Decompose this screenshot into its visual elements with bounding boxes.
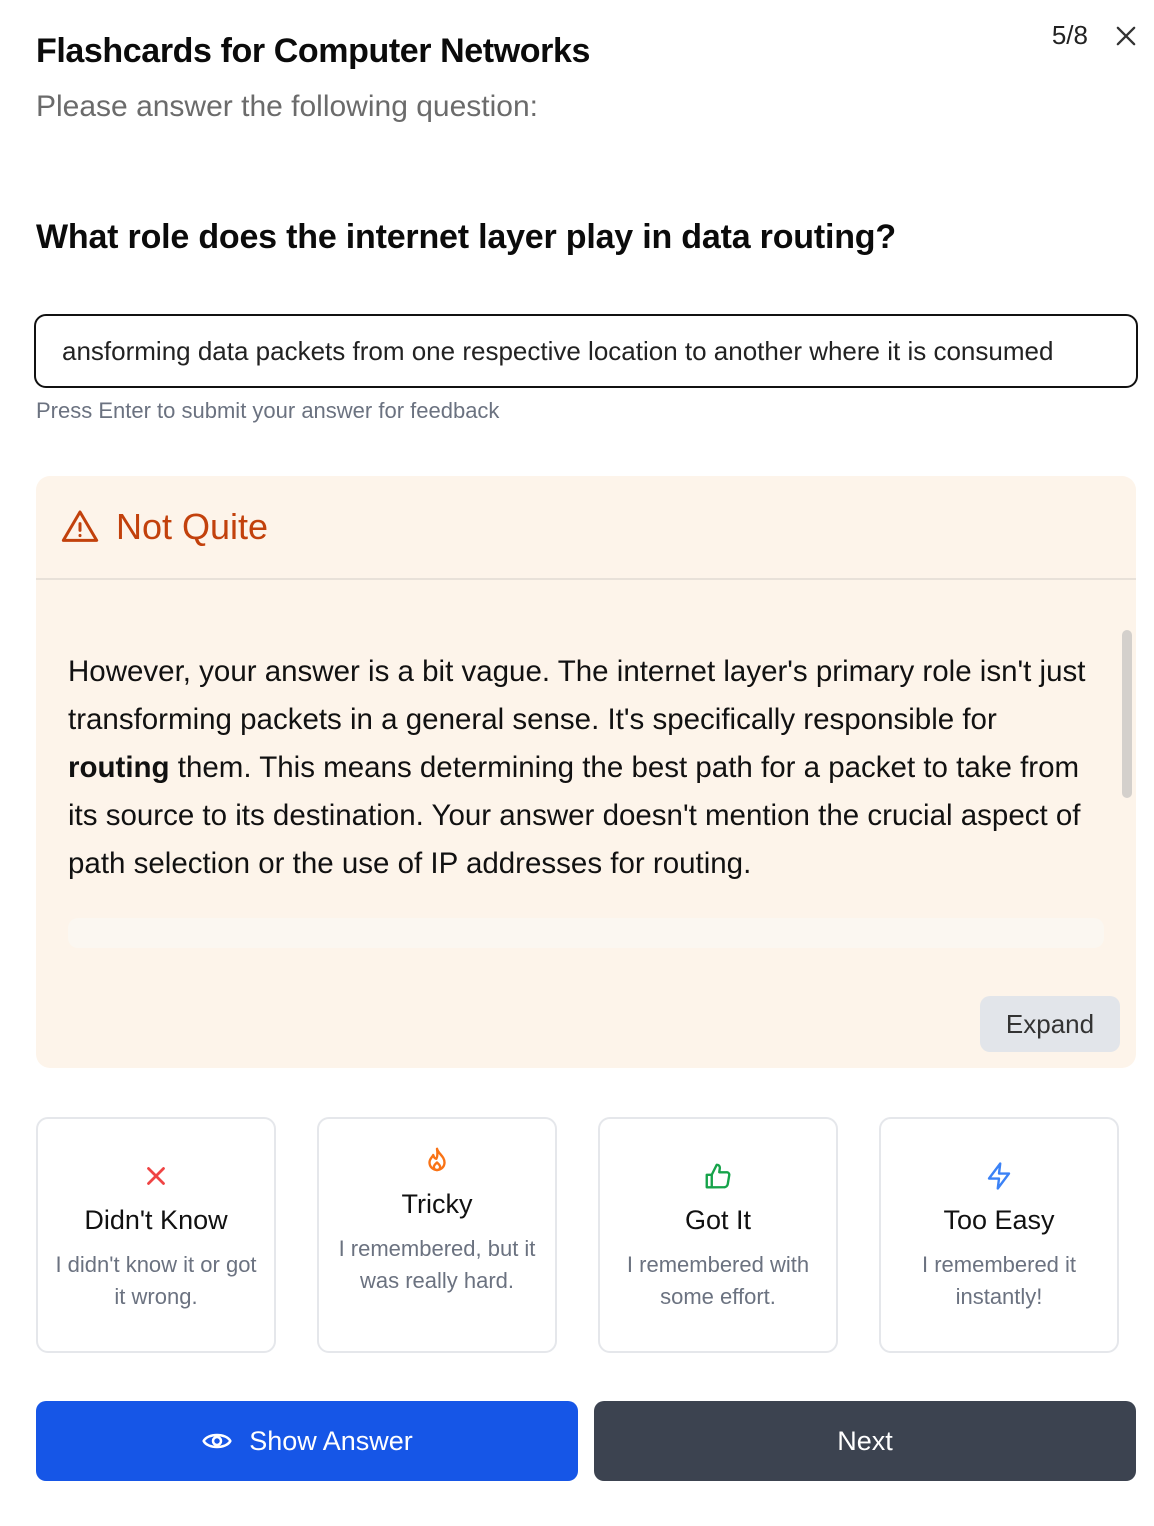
page-subtitle: Please answer the following question: [36,90,538,123]
rating-title: Tricky [401,1189,473,1219]
eye-icon [201,1425,233,1457]
rating-description: I remembered it instantly! [921,1252,1077,1309]
answer-input[interactable] [34,314,1138,388]
feedback-text-bold: routing [68,751,170,784]
feedback-panel [36,476,1136,1068]
feedback-text-part: them. This means determining the best path for a packet to take from its source to its destination. Your answer doesn't mention the crucial aspect of path selection or the use of IP addresses for routing. [68,751,1081,880]
feedback-scrollbar[interactable] [1122,630,1132,798]
warning-icon [60,507,100,547]
rating-title: Too Easy [943,1205,1055,1235]
flame-icon [422,1145,452,1175]
feedback-text-part: However, your answer is a bit vague. The internet layer's primary role isn't just transforming packets in a general sense. It's specifically responsible for [68,655,1086,736]
rating-title: Didn't Know [84,1205,228,1235]
rating-tricky[interactable] [317,1117,557,1353]
close-icon[interactable] [1112,22,1140,50]
rating-didnt-know[interactable] [36,1117,276,1353]
rating-got-it[interactable] [598,1117,838,1353]
rating-description: I remembered with some effort. [626,1252,810,1309]
show-answer-button[interactable] [36,1401,578,1481]
lightning-icon [984,1161,1014,1191]
feedback-status: Not Quite [116,506,269,547]
rating-description: I remembered, but it was really hard. [338,1236,536,1293]
question-text: What role does the internet layer play in data routing? [36,218,896,256]
next-button[interactable]: Next [594,1401,1136,1481]
thumbs-up-icon [703,1161,733,1191]
feedback-text [68,648,1098,888]
feedback-fade [68,918,1104,948]
rating-title: Got It [684,1205,752,1235]
progress-counter: 5/8 [1051,20,1088,50]
rating-description: I didn't know it or got it wrong. [55,1252,257,1309]
show-answer-label: Show Answer [249,1425,413,1456]
x-icon [141,1161,171,1191]
submit-hint: Press Enter to submit your answer for feedback [36,398,500,423]
rating-too-easy[interactable] [879,1117,1119,1353]
feedback-header [36,476,1136,580]
expand-button[interactable]: Expand [980,996,1120,1052]
page-title: Flashcards for Computer Networks [36,32,590,70]
